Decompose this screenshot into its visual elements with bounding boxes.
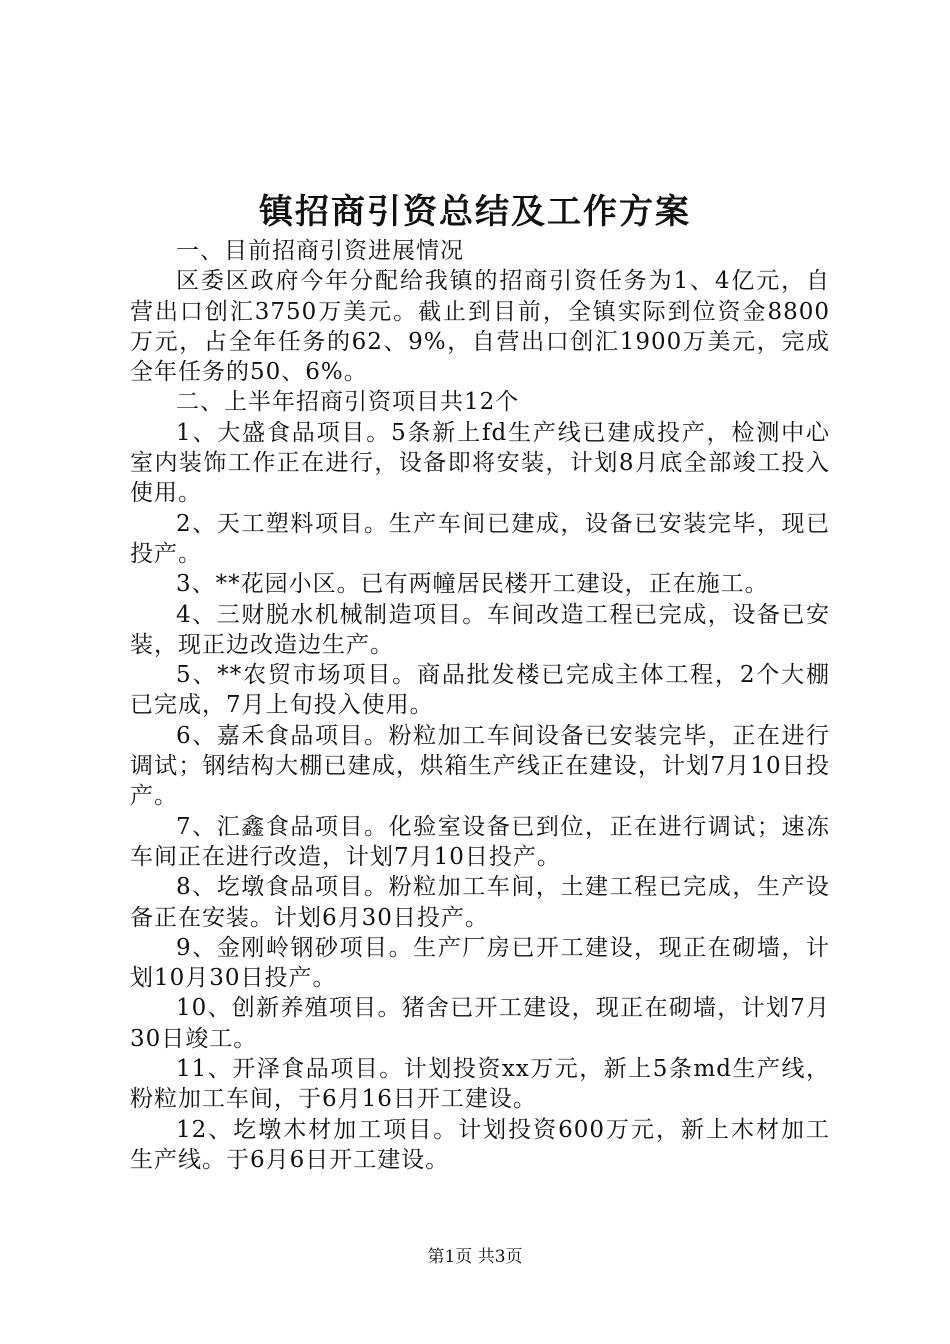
document-body xyxy=(130,236,830,1175)
section-heading: 二、上半年招商引资项目共12个 xyxy=(176,389,520,416)
list-item: 11、开泽食品项目。计划投资xx万元，新上5条md生产线，粉粒加工车间，于6月16日开工建设。 xyxy=(130,1056,830,1113)
list-item: 3、**花园小区。已有两幢居民楼开工建设，正在施工。 xyxy=(176,571,769,598)
list-item: 2、天工塑料项目。生产车间已建成，设备已安装完毕，现已投产。 xyxy=(130,510,830,567)
list-item: 8、圪墩食品项目。粉粒加工车间，土建工程已完成，生产设备正在安装。计划6月30日投产。 xyxy=(130,874,830,931)
list-item: 5、**农贸市场项目。商品批发楼已完成主体工程，2个大棚已完成，7月上旬投入使用。 xyxy=(130,662,830,719)
list-item: 4、三财脱水机械制造项目。车间改造工程已完成，设备已安装，现正边改造边生产。 xyxy=(130,601,830,658)
list-item: 12、圪墩木材加工项目。计划投资600万元，新上木材加工生产线。于6月6日开工建设。 xyxy=(130,1116,830,1173)
section-heading: 一、目前招商引资进展情况 xyxy=(176,238,464,264)
list-item: 10、创新养殖项目。猪舍已开工建设，现正在砌墙，计划7月30日竣工。 xyxy=(130,995,830,1052)
page-title: 镇招商引资总结及工作方案 xyxy=(259,192,691,232)
paragraph: 区委区政府今年分配给我镇的招商引资任务为1、4亿元，自营出口创汇3750万美元。截止到目前，全镇实际到位资金8800万元，占全年任务的62、9%，自营出口创汇1900万美元，完成全年任务的50、6%。 xyxy=(130,268,830,386)
list-item: 6、嘉禾食品项目。粉粒加工车间设备已安装完毕，正在进行调试；钢结构大棚已建成，烘箱生产线正在建设，计划7月10日投产。 xyxy=(130,722,830,810)
page-footer: 第1页 共3页 xyxy=(427,1247,523,1267)
list-item: 1、大盛食品项目。5条新上fd生产线已建成投产，检测中心室内装饰工作正在进行，设备即将安装，计划8月底全部竣工投入使用。 xyxy=(130,419,830,507)
list-item: 7、汇鑫食品项目。化验室设备已到位，正在进行调试；速冻车间正在进行改造，计划7月10日投产。 xyxy=(130,813,830,870)
list-item: 9、金刚岭钢砂项目。生产厂房已开工建设，现正在砌墙，计划10月30日投产。 xyxy=(130,934,830,992)
